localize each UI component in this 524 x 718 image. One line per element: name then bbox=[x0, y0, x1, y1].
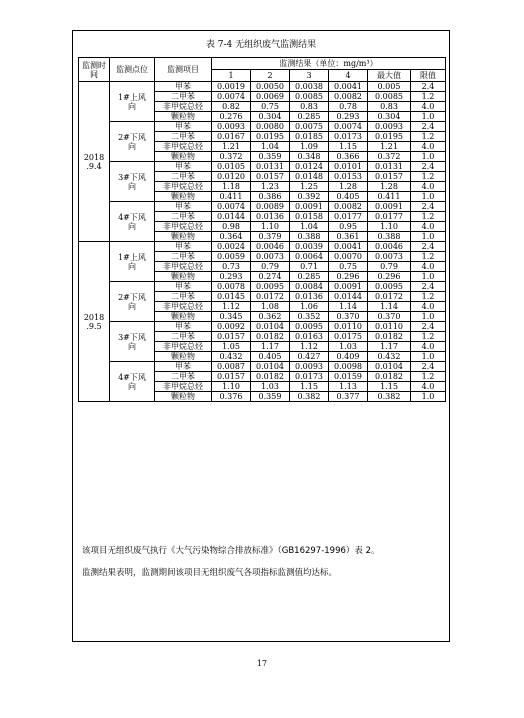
max-value-cell: 0.432 bbox=[368, 352, 411, 362]
item-cell: 非甲烷总烃 bbox=[155, 222, 212, 232]
item-cell: 非甲烷总烃 bbox=[155, 182, 212, 192]
item-cell: 颗粒物 bbox=[155, 352, 212, 362]
value-1-cell: 0.0078 bbox=[212, 282, 251, 292]
table-row bbox=[79, 362, 446, 372]
max-value-cell: 1.28 bbox=[368, 182, 411, 192]
max-value-cell: 0.0195 bbox=[368, 132, 411, 142]
item-cell: 二甲苯 bbox=[155, 212, 212, 222]
item-cell: 甲苯 bbox=[155, 162, 212, 172]
max-value-cell: 0.0177 bbox=[368, 212, 411, 222]
limit-value-cell: 1.2 bbox=[411, 292, 446, 302]
item-cell: 二甲苯 bbox=[155, 252, 212, 262]
value-1-cell: 0.0145 bbox=[212, 292, 251, 302]
value-4-cell: 1.28 bbox=[329, 182, 368, 192]
value-4-cell: 0.0110 bbox=[329, 322, 368, 332]
value-4-cell: 0.0070 bbox=[329, 252, 368, 262]
value-3-cell: 0.0085 bbox=[290, 92, 329, 102]
limit-value-cell: 1.0 bbox=[411, 232, 446, 242]
value-3-cell: 0.0136 bbox=[290, 292, 329, 302]
limit-value-cell: 1.2 bbox=[411, 172, 446, 182]
max-value-cell: 0.382 bbox=[368, 392, 411, 402]
value-1-cell: 0.0120 bbox=[212, 172, 251, 182]
limit-value-cell: 4.0 bbox=[411, 222, 446, 232]
value-4-cell: 1.14 bbox=[329, 302, 368, 312]
limit-value-cell: 2.4 bbox=[411, 322, 446, 332]
header-item: 监测项目 bbox=[155, 58, 212, 82]
value-4-cell: 0.0144 bbox=[329, 292, 368, 302]
value-3-cell: 0.427 bbox=[290, 352, 329, 362]
limit-value-cell: 2.4 bbox=[411, 362, 446, 372]
value-2-cell: 0.0182 bbox=[251, 372, 290, 382]
location-cell: 4#下风向 bbox=[110, 202, 155, 242]
value-4-cell: 0.0091 bbox=[329, 282, 368, 292]
limit-value-cell: 1.2 bbox=[411, 212, 446, 222]
header-results: 监测结果（单位：mg/m³） bbox=[212, 58, 446, 70]
table-title: 表 7-4 无组织废气监测结果 bbox=[205, 40, 317, 50]
max-value-cell: 0.411 bbox=[368, 192, 411, 202]
value-2-cell: 0.379 bbox=[251, 232, 290, 242]
value-1-cell: 0.372 bbox=[212, 152, 251, 162]
item-cell: 非甲烷总烃 bbox=[155, 262, 212, 272]
value-4-cell: 0.409 bbox=[329, 352, 368, 362]
max-value-cell: 1.17 bbox=[368, 342, 411, 352]
value-2-cell: 0.0104 bbox=[251, 362, 290, 372]
table-body bbox=[79, 82, 446, 402]
value-4-cell: 0.0175 bbox=[329, 332, 368, 342]
value-2-cell: 1.10 bbox=[251, 222, 290, 232]
max-value-cell: 0.0085 bbox=[368, 92, 411, 102]
header-col-4: 4 bbox=[329, 70, 368, 82]
limit-value-cell: 4.0 bbox=[411, 382, 446, 392]
value-3-cell: 0.392 bbox=[290, 192, 329, 202]
value-1-cell: 1.10 bbox=[212, 382, 251, 392]
value-2-cell: 0.75 bbox=[251, 102, 290, 112]
limit-value-cell: 4.0 bbox=[411, 102, 446, 112]
value-2-cell: 0.386 bbox=[251, 192, 290, 202]
item-cell: 甲苯 bbox=[155, 202, 212, 212]
value-2-cell: 0.0069 bbox=[251, 92, 290, 102]
value-2-cell: 0.0073 bbox=[251, 252, 290, 262]
max-value-cell: 0.005 bbox=[368, 82, 411, 92]
limit-value-cell: 1.2 bbox=[411, 252, 446, 262]
value-4-cell: 0.296 bbox=[329, 272, 368, 282]
value-1-cell: 0.0092 bbox=[212, 322, 251, 332]
item-cell: 甲苯 bbox=[155, 282, 212, 292]
max-value-cell: 0.0157 bbox=[368, 172, 411, 182]
value-2-cell: 0.0131 bbox=[251, 162, 290, 172]
value-3-cell: 0.83 bbox=[290, 102, 329, 112]
value-1-cell: 0.432 bbox=[212, 352, 251, 362]
location-cell: 3#下风向 bbox=[110, 322, 155, 362]
value-4-cell: 0.366 bbox=[329, 152, 368, 162]
value-1-cell: 0.345 bbox=[212, 312, 251, 322]
item-cell: 二甲苯 bbox=[155, 372, 212, 382]
value-4-cell: 0.0098 bbox=[329, 362, 368, 372]
value-1-cell: 0.0167 bbox=[212, 132, 251, 142]
value-3-cell: 0.0124 bbox=[290, 162, 329, 172]
item-cell: 颗粒物 bbox=[155, 192, 212, 202]
limit-value-cell: 2.4 bbox=[411, 122, 446, 132]
item-cell: 二甲苯 bbox=[155, 332, 212, 342]
date-cell: 2018 .9.5 bbox=[79, 242, 110, 402]
item-cell: 非甲烷总烃 bbox=[155, 342, 212, 352]
value-3-cell: 0.0064 bbox=[290, 252, 329, 262]
value-1-cell: 1.12 bbox=[212, 302, 251, 312]
value-2-cell: 0.0172 bbox=[251, 292, 290, 302]
value-2-cell: 0.0157 bbox=[251, 172, 290, 182]
value-1-cell: 0.82 bbox=[212, 102, 251, 112]
item-cell: 二甲苯 bbox=[155, 172, 212, 182]
limit-value-cell: 1.0 bbox=[411, 312, 446, 322]
value-1-cell: 0.0074 bbox=[212, 92, 251, 102]
value-3-cell: 0.0039 bbox=[290, 242, 329, 252]
value-2-cell: 0.0095 bbox=[251, 282, 290, 292]
max-value-cell: 0.0093 bbox=[368, 122, 411, 132]
value-2-cell: 0.0195 bbox=[251, 132, 290, 142]
value-2-cell: 1.08 bbox=[251, 302, 290, 312]
max-value-cell: 0.0172 bbox=[368, 292, 411, 302]
table-row bbox=[79, 322, 446, 332]
header-limit: 限值 bbox=[411, 70, 446, 82]
limit-value-cell: 2.4 bbox=[411, 242, 446, 252]
max-value-cell: 0.0182 bbox=[368, 372, 411, 382]
value-1-cell: 0.0024 bbox=[212, 242, 251, 252]
value-3-cell: 1.04 bbox=[290, 222, 329, 232]
location-cell: 4#下风向 bbox=[110, 362, 155, 402]
value-3-cell: 0.0075 bbox=[290, 122, 329, 132]
value-3-cell: 0.0163 bbox=[290, 332, 329, 342]
value-4-cell: 0.0082 bbox=[329, 202, 368, 212]
value-2-cell: 0.274 bbox=[251, 272, 290, 282]
value-3-cell: 0.71 bbox=[290, 262, 329, 272]
location-cell: 2#下风向 bbox=[110, 282, 155, 322]
item-cell: 颗粒物 bbox=[155, 272, 212, 282]
max-value-cell: 0.0110 bbox=[368, 322, 411, 332]
item-cell: 甲苯 bbox=[155, 82, 212, 92]
value-2-cell: 0.362 bbox=[251, 312, 290, 322]
value-4-cell: 0.0173 bbox=[329, 132, 368, 142]
limit-value-cell: 1.2 bbox=[411, 372, 446, 382]
max-value-cell: 0.304 bbox=[368, 112, 411, 122]
value-1-cell: 0.0059 bbox=[212, 252, 251, 262]
limit-value-cell: 1.0 bbox=[411, 352, 446, 362]
value-2-cell: 0.79 bbox=[251, 262, 290, 272]
location-cell: 1#上风向 bbox=[110, 82, 155, 122]
item-cell: 颗粒物 bbox=[155, 232, 212, 242]
value-1-cell: 1.05 bbox=[212, 342, 251, 352]
max-value-cell: 0.372 bbox=[368, 152, 411, 162]
value-3-cell: 0.0173 bbox=[290, 372, 329, 382]
value-4-cell: 1.15 bbox=[329, 142, 368, 152]
value-2-cell: 1.23 bbox=[251, 182, 290, 192]
limit-value-cell: 4.0 bbox=[411, 142, 446, 152]
value-1-cell: 0.411 bbox=[212, 192, 251, 202]
value-2-cell: 0.0050 bbox=[251, 82, 290, 92]
page-number: 17 bbox=[256, 659, 268, 668]
value-1-cell: 0.0074 bbox=[212, 202, 251, 212]
item-cell: 甲苯 bbox=[155, 242, 212, 252]
value-1-cell: 0.293 bbox=[212, 272, 251, 282]
item-cell: 甲苯 bbox=[155, 362, 212, 372]
value-1-cell: 0.0157 bbox=[212, 332, 251, 342]
item-cell: 颗粒物 bbox=[155, 312, 212, 322]
item-cell: 二甲苯 bbox=[155, 92, 212, 102]
item-cell: 二甲苯 bbox=[155, 132, 212, 142]
header-col-1: 1 bbox=[212, 70, 251, 82]
location-cell: 3#下风向 bbox=[110, 162, 155, 202]
value-2-cell: 1.04 bbox=[251, 142, 290, 152]
value-2-cell: 0.0104 bbox=[251, 322, 290, 332]
header-col-3: 3 bbox=[290, 70, 329, 82]
limit-value-cell: 1.0 bbox=[411, 152, 446, 162]
limit-value-cell: 2.4 bbox=[411, 282, 446, 292]
value-1-cell: 1.21 bbox=[212, 142, 251, 152]
max-value-cell: 1.14 bbox=[368, 302, 411, 312]
value-4-cell: 0.405 bbox=[329, 192, 368, 202]
value-3-cell: 0.0158 bbox=[290, 212, 329, 222]
value-3-cell: 1.12 bbox=[290, 342, 329, 352]
value-4-cell: 0.377 bbox=[329, 392, 368, 402]
limit-value-cell: 2.4 bbox=[411, 162, 446, 172]
max-value-cell: 0.370 bbox=[368, 312, 411, 322]
location-cell: 2#下风向 bbox=[110, 122, 155, 162]
max-value-cell: 0.79 bbox=[368, 262, 411, 272]
value-4-cell: 0.0159 bbox=[329, 372, 368, 382]
value-1-cell: 0.0105 bbox=[212, 162, 251, 172]
item-cell: 颗粒物 bbox=[155, 112, 212, 122]
item-cell: 甲苯 bbox=[155, 322, 212, 332]
value-2-cell: 0.0136 bbox=[251, 212, 290, 222]
item-cell: 非甲烷总烃 bbox=[155, 382, 212, 392]
limit-value-cell: 1.0 bbox=[411, 112, 446, 122]
value-4-cell: 0.361 bbox=[329, 232, 368, 242]
value-2-cell: 0.0089 bbox=[251, 202, 290, 212]
value-4-cell: 1.13 bbox=[329, 382, 368, 392]
item-cell: 颗粒物 bbox=[155, 152, 212, 162]
limit-value-cell: 4.0 bbox=[411, 182, 446, 192]
max-value-cell: 0.388 bbox=[368, 232, 411, 242]
value-3-cell: 0.388 bbox=[290, 232, 329, 242]
monitoring-results-table bbox=[78, 57, 446, 402]
location-cell: 1#上风向 bbox=[110, 242, 155, 282]
max-value-cell: 0.0091 bbox=[368, 202, 411, 212]
limit-value-cell: 1.0 bbox=[411, 192, 446, 202]
value-4-cell: 0.0041 bbox=[329, 242, 368, 252]
limit-value-cell: 1.2 bbox=[411, 132, 446, 142]
header-date: 监测时间 bbox=[79, 58, 110, 82]
value-2-cell: 0.304 bbox=[251, 112, 290, 122]
max-value-cell: 0.296 bbox=[368, 272, 411, 282]
value-3-cell: 0.0084 bbox=[290, 282, 329, 292]
value-3-cell: 0.0095 bbox=[290, 322, 329, 332]
value-4-cell: 1.03 bbox=[329, 342, 368, 352]
conclusion-note: 监测结果表明，监测期间该项目无组织废气各项指标监测值均达标。 bbox=[82, 568, 338, 578]
value-3-cell: 0.0093 bbox=[290, 362, 329, 372]
value-2-cell: 0.0182 bbox=[251, 332, 290, 342]
value-2-cell: 1.03 bbox=[251, 382, 290, 392]
limit-value-cell: 1.0 bbox=[411, 392, 446, 402]
limit-value-cell: 1.0 bbox=[411, 272, 446, 282]
max-value-cell: 1.15 bbox=[368, 382, 411, 392]
value-4-cell: 0.0101 bbox=[329, 162, 368, 172]
item-cell: 甲苯 bbox=[155, 122, 212, 132]
value-1-cell: 0.376 bbox=[212, 392, 251, 402]
value-2-cell: 1.17 bbox=[251, 342, 290, 352]
header-location: 监测点位 bbox=[110, 58, 155, 82]
value-1-cell: 0.0087 bbox=[212, 362, 251, 372]
item-cell: 颗粒物 bbox=[155, 392, 212, 402]
value-1-cell: 0.276 bbox=[212, 112, 251, 122]
value-3-cell: 1.25 bbox=[290, 182, 329, 192]
value-4-cell: 0.75 bbox=[329, 262, 368, 272]
max-value-cell: 0.0046 bbox=[368, 242, 411, 252]
limit-value-cell: 4.0 bbox=[411, 262, 446, 272]
limit-value-cell: 4.0 bbox=[411, 342, 446, 352]
value-4-cell: 0.95 bbox=[329, 222, 368, 232]
value-3-cell: 0.0038 bbox=[290, 82, 329, 92]
max-value-cell: 0.0104 bbox=[368, 362, 411, 372]
value-3-cell: 0.285 bbox=[290, 112, 329, 122]
value-3-cell: 0.0148 bbox=[290, 172, 329, 182]
max-value-cell: 1.21 bbox=[368, 142, 411, 152]
table-row bbox=[79, 242, 446, 252]
limit-value-cell: 1.2 bbox=[411, 92, 446, 102]
value-3-cell: 1.06 bbox=[290, 302, 329, 312]
value-1-cell: 0.364 bbox=[212, 232, 251, 242]
value-2-cell: 0.0046 bbox=[251, 242, 290, 252]
value-2-cell: 0.359 bbox=[251, 392, 290, 402]
value-4-cell: 0.78 bbox=[329, 102, 368, 112]
limit-value-cell: 2.4 bbox=[411, 202, 446, 212]
value-4-cell: 0.370 bbox=[329, 312, 368, 322]
header-col-2: 2 bbox=[251, 70, 290, 82]
limit-value-cell: 4.0 bbox=[411, 302, 446, 312]
value-4-cell: 0.0082 bbox=[329, 92, 368, 102]
value-1-cell: 0.73 bbox=[212, 262, 251, 272]
value-2-cell: 0.359 bbox=[251, 152, 290, 162]
value-3-cell: 1.09 bbox=[290, 142, 329, 152]
max-value-cell: 0.0182 bbox=[368, 332, 411, 342]
max-value-cell: 0.0095 bbox=[368, 282, 411, 292]
table-row bbox=[79, 202, 446, 212]
table-row bbox=[79, 282, 446, 292]
value-3-cell: 0.285 bbox=[290, 272, 329, 282]
value-4-cell: 0.0177 bbox=[329, 212, 368, 222]
item-cell: 二甲苯 bbox=[155, 292, 212, 302]
table-row bbox=[79, 122, 446, 132]
value-1-cell: 0.0157 bbox=[212, 372, 251, 382]
value-4-cell: 0.293 bbox=[329, 112, 368, 122]
max-value-cell: 0.0131 bbox=[368, 162, 411, 172]
max-value-cell: 0.0073 bbox=[368, 252, 411, 262]
limit-value-cell: 1.2 bbox=[411, 332, 446, 342]
date-cell: 2018 .9.4 bbox=[79, 82, 110, 242]
value-2-cell: 0.405 bbox=[251, 352, 290, 362]
table-row bbox=[79, 82, 446, 92]
max-value-cell: 0.83 bbox=[368, 102, 411, 112]
value-3-cell: 1.15 bbox=[290, 382, 329, 392]
value-1-cell: 0.0019 bbox=[212, 82, 251, 92]
item-cell: 非甲烷总烃 bbox=[155, 142, 212, 152]
item-cell: 非甲烷总烃 bbox=[155, 302, 212, 312]
item-cell: 非甲烷总烃 bbox=[155, 102, 212, 112]
value-3-cell: 0.382 bbox=[290, 392, 329, 402]
value-4-cell: 0.0074 bbox=[329, 122, 368, 132]
limit-value-cell: 2.4 bbox=[411, 82, 446, 92]
value-1-cell: 0.0093 bbox=[212, 122, 251, 132]
value-1-cell: 1.18 bbox=[212, 182, 251, 192]
value-3-cell: 0.352 bbox=[290, 312, 329, 322]
value-3-cell: 0.0185 bbox=[290, 132, 329, 142]
value-1-cell: 0.0144 bbox=[212, 212, 251, 222]
header-max: 最大值 bbox=[368, 70, 411, 82]
value-4-cell: 0.0041 bbox=[329, 82, 368, 92]
standard-note: 该项目无组织废气执行《大气污染物综合排放标准》（GB16297-1996）表 2。 bbox=[82, 546, 380, 556]
value-3-cell: 0.348 bbox=[290, 152, 329, 162]
value-3-cell: 0.0091 bbox=[290, 202, 329, 212]
value-4-cell: 0.0153 bbox=[329, 172, 368, 182]
max-value-cell: 1.10 bbox=[368, 222, 411, 232]
table-row bbox=[79, 162, 446, 172]
value-2-cell: 0.0080 bbox=[251, 122, 290, 132]
value-1-cell: 0.98 bbox=[212, 222, 251, 232]
